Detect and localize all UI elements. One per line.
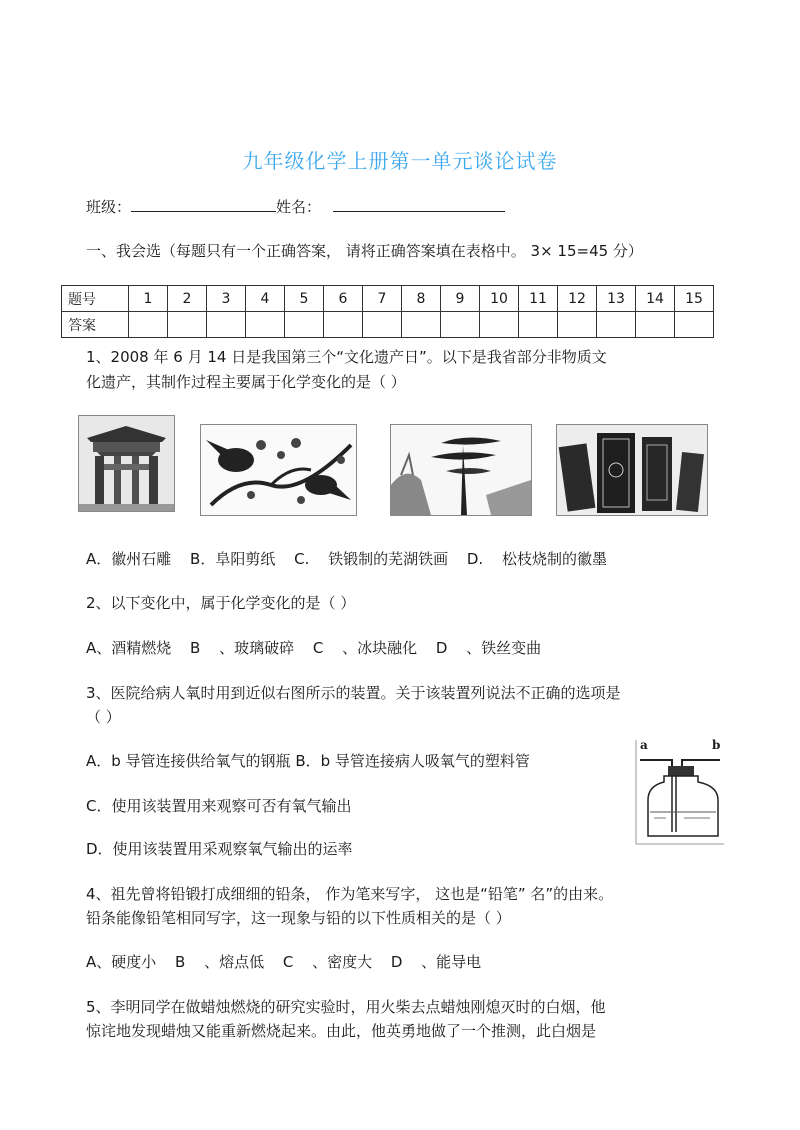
ink-stick-image: [556, 424, 708, 516]
question-number-cell: 14: [636, 286, 675, 312]
answer-cell[interactable]: [207, 312, 246, 338]
q5-line2: 惊诧地发现蜡烛又能重新燃烧起来。由此，他英勇地做了一个推测，此白烟是: [86, 1022, 597, 1040]
answer-cell[interactable]: [402, 312, 441, 338]
q5-line1: 5、李明同学在做蜡烛燃烧的研究实验时，用火柴去点蜡烛刚熄灭时的白烟，他: [86, 998, 606, 1016]
tube-b-label: b: [712, 738, 721, 752]
answer-row: [62, 312, 714, 338]
name-label: 姓名：: [276, 198, 322, 216]
q1-line1: 1、2008 年 6 月 14 日是我国第三个“文化遗产日”。以下是我省部分非物质文: [86, 348, 607, 366]
stone-archway-image: [78, 415, 175, 512]
q3-option-c: C．使用该装置用来观察可否有氧气输出: [86, 797, 352, 815]
question-number-row: [62, 286, 714, 312]
question-number-cell: 7: [363, 286, 402, 312]
q4-options: A、硬度小 B 、熔点低 C 、密度大 D 、能导电: [86, 953, 482, 971]
question-number-label: 题号: [62, 286, 129, 312]
q3-line1: 3、医院给病人氧时用到近似右图所示的装置。关于该装置列说法不正确的选项是: [86, 684, 621, 702]
answer-cell[interactable]: [480, 312, 519, 338]
q4-line1: 4、祖先曾将铅锻打成细细的铅条， 作为笔来写字， 这也是“铅笔” 名”的由来。: [86, 885, 614, 903]
question-number-cell: 5: [285, 286, 324, 312]
question-number-cell: 2: [168, 286, 207, 312]
answer-cell[interactable]: [324, 312, 363, 338]
answer-cell[interactable]: [519, 312, 558, 338]
class-label: 班级：: [86, 198, 132, 216]
answer-cell[interactable]: [129, 312, 168, 338]
answer-cell[interactable]: [675, 312, 714, 338]
question-number-cell: 3: [207, 286, 246, 312]
answer-cell[interactable]: [636, 312, 675, 338]
answer-cell[interactable]: [441, 312, 480, 338]
q1-line2: 化遗产，其制作过程主要属于化学变化的是（ ）: [86, 373, 406, 391]
question-number-cell: 12: [558, 286, 597, 312]
paper-cut-image: [200, 424, 357, 516]
answer-cell[interactable]: [363, 312, 402, 338]
answer-cell[interactable]: [285, 312, 324, 338]
question-number-cell: 10: [480, 286, 519, 312]
answer-cell[interactable]: [597, 312, 636, 338]
question-number-cell: 8: [402, 286, 441, 312]
q2-options: A、酒精燃烧 B 、玻璃破碎 C 、冰块融化 D 、铁丝变曲: [86, 639, 542, 657]
page-title: 九年级化学上册第一单元谈论试卷: [242, 149, 558, 173]
question-number-cell: 11: [519, 286, 558, 312]
gas-bottle-diagram: [634, 738, 726, 846]
question-number-cell: 13: [597, 286, 636, 312]
question-number-cell: 6: [324, 286, 363, 312]
question-number-cell: 4: [246, 286, 285, 312]
question-number-cell: 9: [441, 286, 480, 312]
answer-cell[interactable]: [246, 312, 285, 338]
name-blank: [333, 197, 505, 212]
q1-options: A．徽州石雕 B．阜阳剪纸 C. 铁锻制的芜湖铁画 D. 松枝烧制的徽墨: [86, 550, 607, 568]
answer-cell[interactable]: [558, 312, 597, 338]
q3-option-d: D．使用该装置用采观察氧气输出的运率: [86, 840, 353, 858]
tube-a-label: a: [640, 738, 648, 752]
class-blank: [131, 197, 276, 212]
answer-cell[interactable]: [168, 312, 207, 338]
q3-line2: （ ）: [86, 708, 121, 726]
section-heading: 一、我会选（每题只有一个正确答案， 请将正确答案填在表格中。 3× 15=45 分）: [86, 242, 643, 260]
question-number-cell: 15: [675, 286, 714, 312]
answer-table: [61, 285, 714, 338]
question-number-cell: 1: [129, 286, 168, 312]
q4-line2: 铅条能像铅笔相同写字，这一现象与铅的以下性质相关的是（ ）: [86, 909, 511, 927]
answer-label: 答案: [62, 312, 129, 338]
q2-stem: 2、以下变化中，属于化学变化的是（ ）: [86, 594, 356, 612]
iron-painting-image: [390, 424, 532, 516]
q3-options-ab: A．b 导管连接供给氧气的钢瓶 B．b 导管连接病人吸氧气的塑料管: [86, 752, 530, 770]
student-info-line: [86, 196, 505, 217]
